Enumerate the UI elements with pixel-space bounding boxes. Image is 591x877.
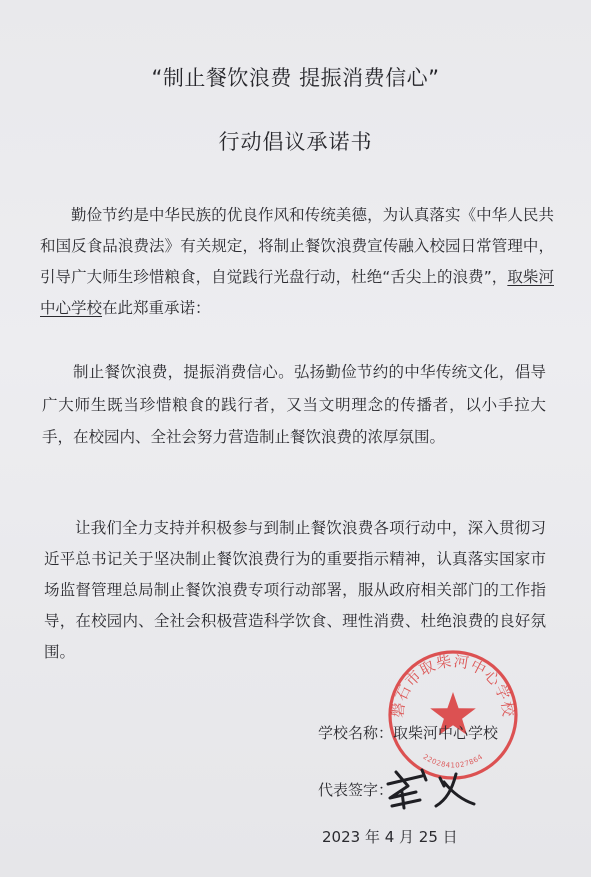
intro-text: 勤俭节约是中华民族的优良作风和传统美德，为认真落实《中华人民共和国反食品浪费法》有关规定，将制止餐饮浪费宣传融入校园日常管理中，引导广大师生珍惜粮食，自觉践行光盘行动，杜绝“舌尖上的浪费”， xyxy=(40,206,554,286)
signoff-school-row xyxy=(318,722,498,743)
paragraph-action: 让我们全力支持并积极参与到制止餐饮浪费各项行动中，深入贯彻习近平总书记关于坚决制止餐饮浪费行为的重要指示精神，认真落实国家市场监督管理总局制止餐饮浪费专项行动部署，服从政府相关部门的工作指导，在校园内、全社会积极营造科学饮食、理性消费、杜绝浪费的良好氛围。 xyxy=(44,519,546,661)
school-name-label: 学校名称： xyxy=(318,724,394,742)
school-name-value: 取柴河中心学校 xyxy=(393,724,499,742)
seal-number-text: 2202841027864 xyxy=(421,752,485,770)
signoff-date: 2023 年 4 月 25 日 xyxy=(322,828,458,846)
handwritten-signature xyxy=(382,762,492,812)
document-title: 行动倡议承诺书 xyxy=(218,130,373,154)
intro-text-end: 在此郑重承诺： xyxy=(102,299,211,317)
paragraph-pledge: 制止餐饮浪费，提振消费信心。弘扬勤俭节约的中华传统文化，倡导广大师生既当珍惜粮食的践行者，又当文明理念的传播者，以小手拉大手，在校园内、全社会努力营造制止餐饮浪费的浓厚氛围。 xyxy=(42,363,546,446)
document-title-slogan: “制止餐饮浪费 提振消费信心” xyxy=(151,66,440,90)
representative-label: 代表签字： xyxy=(318,781,394,799)
seal-name-text: 磐石市取柴河中心学校 xyxy=(388,652,518,719)
paragraph-intro xyxy=(40,200,554,324)
intro-school-name: 取柴河中心学校 xyxy=(40,268,554,317)
